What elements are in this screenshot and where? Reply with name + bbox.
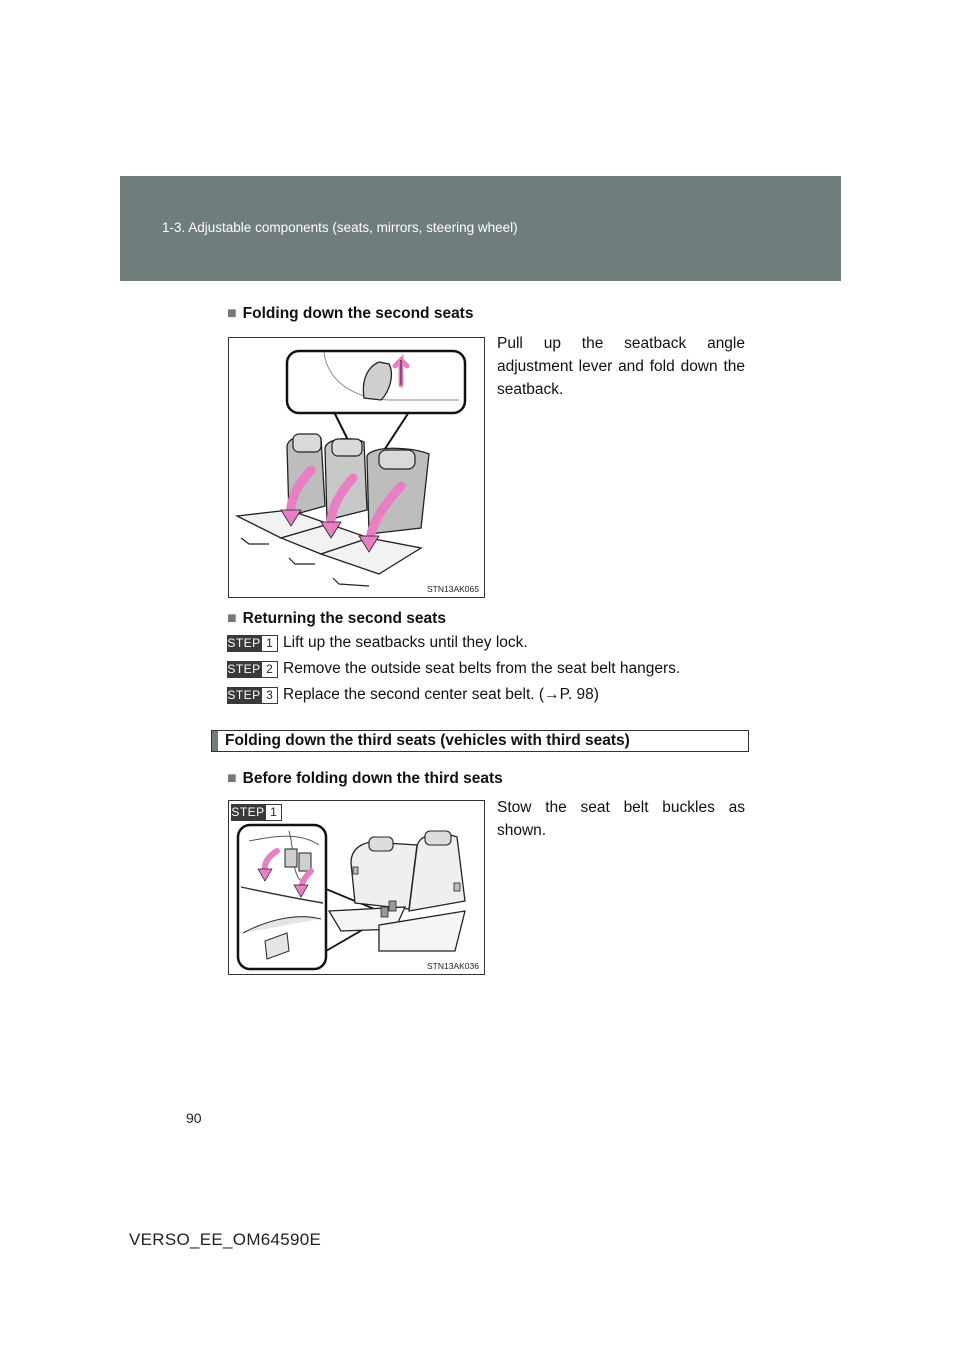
section-title: Folding down the third seats (vehicles with third seats) <box>225 732 630 749</box>
section-title-bar <box>211 730 749 752</box>
step-badge: STEP 3 <box>227 687 277 704</box>
step-row <box>227 686 599 704</box>
instruction-stow-buckles: Stow the seat belt buckles as shown. <box>497 799 745 839</box>
subheading-text: Returning the second seats <box>242 610 446 627</box>
step-text: Remove the outside seat belts from the seat belt hangers. <box>283 660 681 677</box>
step-row <box>227 660 680 678</box>
figure-stow-buckles <box>228 800 485 975</box>
square-bullet-icon: ■ <box>227 610 237 627</box>
buckle-stow-illustration <box>229 801 484 974</box>
figure-code: STN13AK036 <box>427 961 479 971</box>
page-header <box>120 176 841 281</box>
subheading-text: Folding down the second seats <box>242 305 474 322</box>
section-accent <box>212 731 218 751</box>
step-text: Lift up the seatbacks until they lock. <box>283 634 528 651</box>
step-badge: STEP 1 <box>227 635 277 652</box>
chapter-title: 1-3. Adjustable components (seats, mirrors, steering wheel) <box>162 220 518 235</box>
square-bullet-icon: ■ <box>227 305 237 322</box>
step-badge: STEP 1 <box>231 804 281 821</box>
subheading-text: Before folding down the third seats <box>242 770 503 787</box>
step-badge: STEP 2 <box>227 661 277 678</box>
step-row <box>227 634 528 652</box>
page-number: 90 <box>186 1110 202 1126</box>
subheading-before-folding-third-seats <box>227 770 503 788</box>
subheading-folding-second-seats <box>227 305 473 323</box>
subheading-returning-second-seats <box>227 610 446 628</box>
instruction-fold-second-seats: Pull up the seatback angle adjustment lever and fold down the seatback. <box>497 335 745 398</box>
seat-fold-illustration <box>229 338 484 597</box>
document-code: VERSO_EE_OM64590E <box>129 1230 322 1249</box>
square-bullet-icon: ■ <box>227 770 237 787</box>
step-text: Replace the second center seat belt. (→P. 98) <box>283 686 599 703</box>
figure-code: STN13AK065 <box>427 584 479 594</box>
figure-second-seats-fold <box>228 337 485 598</box>
